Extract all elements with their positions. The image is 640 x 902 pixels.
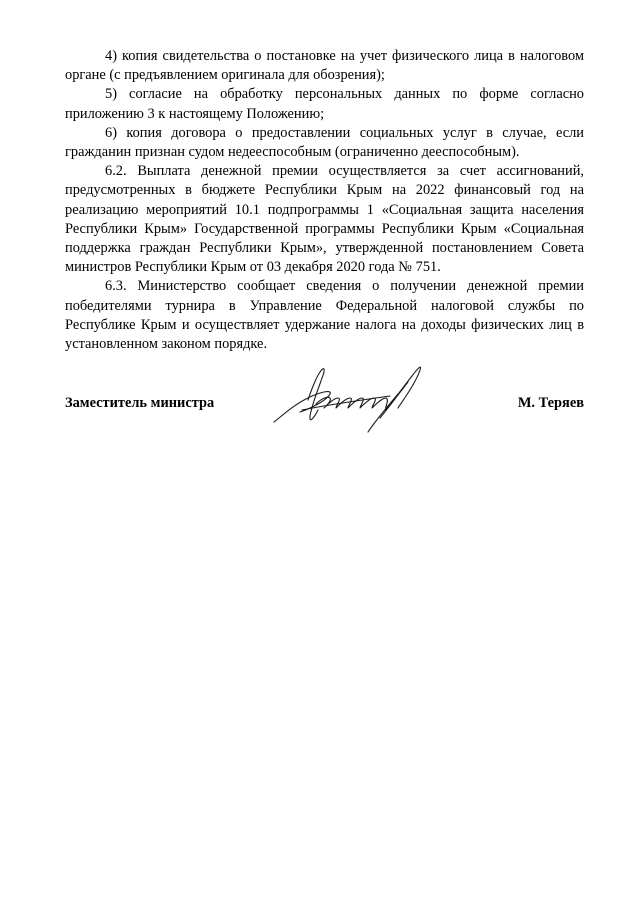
section-6-3: 6.3. Министерство сообщает сведения о получении денежной премии победителями турнира в Управление Федеральной налоговой службы по Республике Крым и осуществляет удержание налога на доходы физических лиц в установленном законом порядке. (65, 278, 584, 353)
signatory-name: М. Теряев (517, 395, 584, 411)
signatory-title: Заместитель министра (65, 395, 215, 411)
list-item-5: 5) согласие на обработку персональных данных по форме согласно приложению 3 к настоящему Положению; (65, 86, 584, 122)
handwritten-signature (272, 360, 442, 435)
list-item-6: 6) копия договора о предоставлении социальных услуг в случае, если гражданин признан судом недееспособным (ограниченно дееспособным). (65, 124, 584, 161)
document-body (65, 47, 584, 354)
list-item-4: 4) копия свидетельства о постановке на учет физического лица в налоговом органе (с предъявлением оригинала для обозрения); (65, 48, 584, 84)
section-6-2: 6.2. Выплата денежной премии осуществляется за счет ассигнований, предусмотренных в бюджете Республики Крым на 2022 финансовый год на реализацию мероприятий 10.1 подпрограммы 1 «Социальная защита населения Республики Крым» Государственной программы Республики Крым «Социальная поддержка граждан Республики Крым», утвержденной постановлением Совета министров Республики Крым от 03 декабря 2020 года № 751. (65, 163, 584, 276)
